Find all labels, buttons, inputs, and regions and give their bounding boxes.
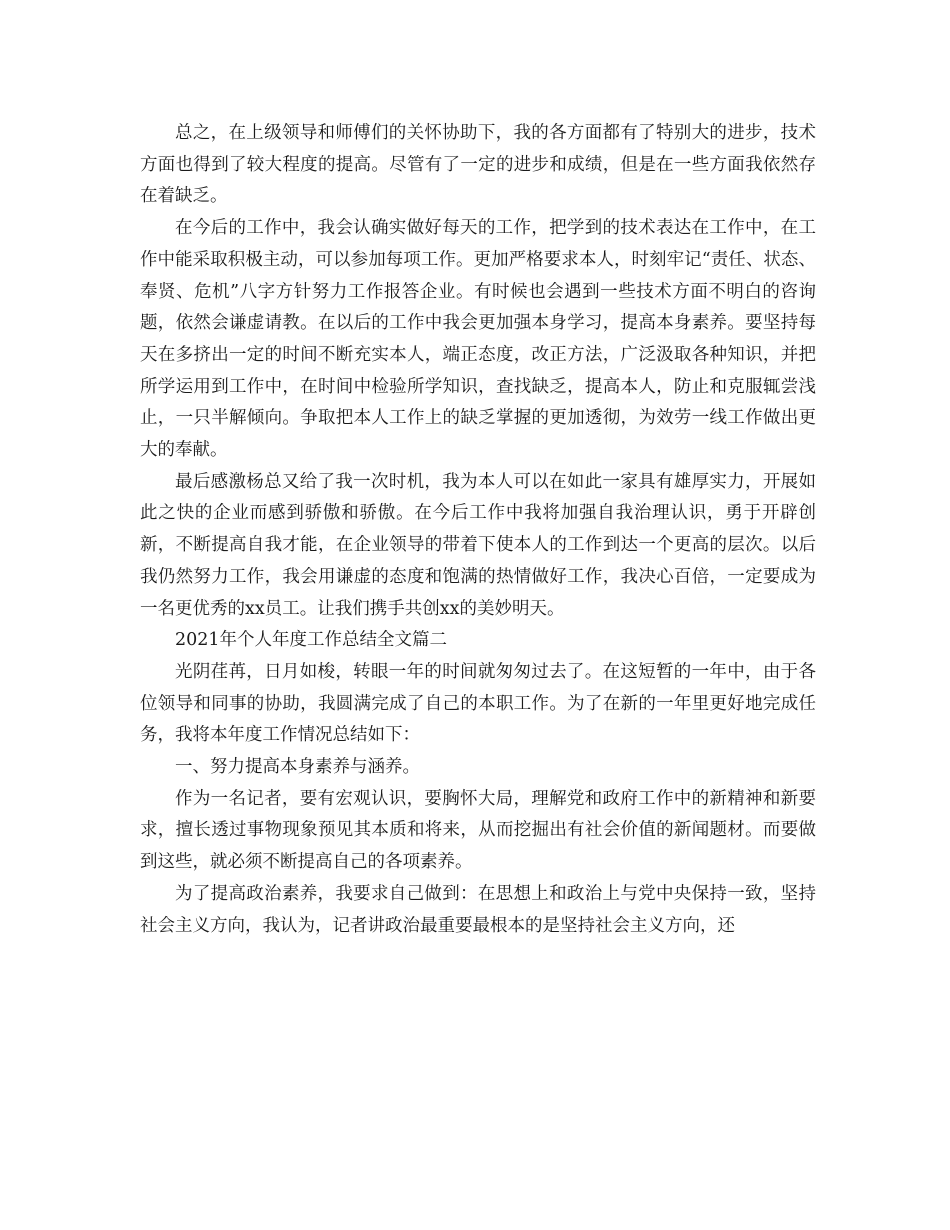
paragraph-future-work: 在今后的工作中，我会认确实做好每天的工作，把学到的技术表达在工作中，在工作中能采取积极主动，可以参加每项工作。更加严格要求本人，时刻牢记“责任、状态、奉贤、危机”八字方针努力工作报答企业。有时候也会遇到一些技术方面不明白的咨询题，依然会谦虚请教。在以后的工作中我会更加强本身学习，提高本身素养。要坚持每天在多挤出一定的时间不断充实本人，端正态度，改正方法，广泛汲取各种知识，并把所学运用到工作中，在时间中检验所学知识，查找缺乏，提高本人，防止和克服辄尝浅止，一只半解倾向。争取把本人工作上的缺乏掌握的更加透彻，为效劳一线工作做出更大的奉献。 [140,218,816,461]
paragraph-summary: 总之，在上级领导和师傅们的关怀协助下，我的各方面都有了特别大的进步，技术方面也得到了较大程度的提高。尽管有了一定的进步和成绩，但是在一些方面我依然存在着缺乏。 [140,123,816,207]
paragraph-political-quality: 为了提高政治素养，我要求自己做到：在思想上和政治上与党中央保持一致，坚持社会主义方向，我认为，记者讲政治最重要最根本的是坚持社会主义方向，还 [140,883,816,936]
document-body [140,118,816,942]
paragraph-thanks: 最后感激杨总又给了我一次时机，我为本人可以在如此一家具有雄厚实力，开展如此之快的企业而感到骄傲和骄傲。在今后工作中我将加强自我治理认识，勇于开辟创新，不断提高自我才能，在企业领导的带着下使本人的工作到达一个更高的层次。以后我仍然努力工作，我会用谦虚的态度和饱满的热情做好工作，我决心百倍，一定要成为一名更优秀的xx员工。让我们携手共创xx的美妙明天。 [140,471,816,619]
paragraph-reporter: 作为一名记者，要有宏观认识，要胸怀大局，理解党和政府工作中的新精神和新要求，擅长透过事物现象预见其本质和将来，从而挖掘出有社会价值的新闻题材。而要做到这些，就必须不断提高自己的各项素养。 [140,788,816,873]
subheading-improve-quality: 一、努力提高本身素养与涵养。 [175,757,420,778]
paragraph-intro: 光阴荏苒，日月如梭，转眼一年的时间就匆匆过去了。在这短暂的一年中，由于各位领导和同事的协助，我圆满完成了自己的本职工作。为了在新的一年里更好地完成任务，我将本年度工作情况总结如下： [140,661,816,746]
section-heading-part-two: 2021年个人年度工作总结全文篇二 [175,630,448,651]
